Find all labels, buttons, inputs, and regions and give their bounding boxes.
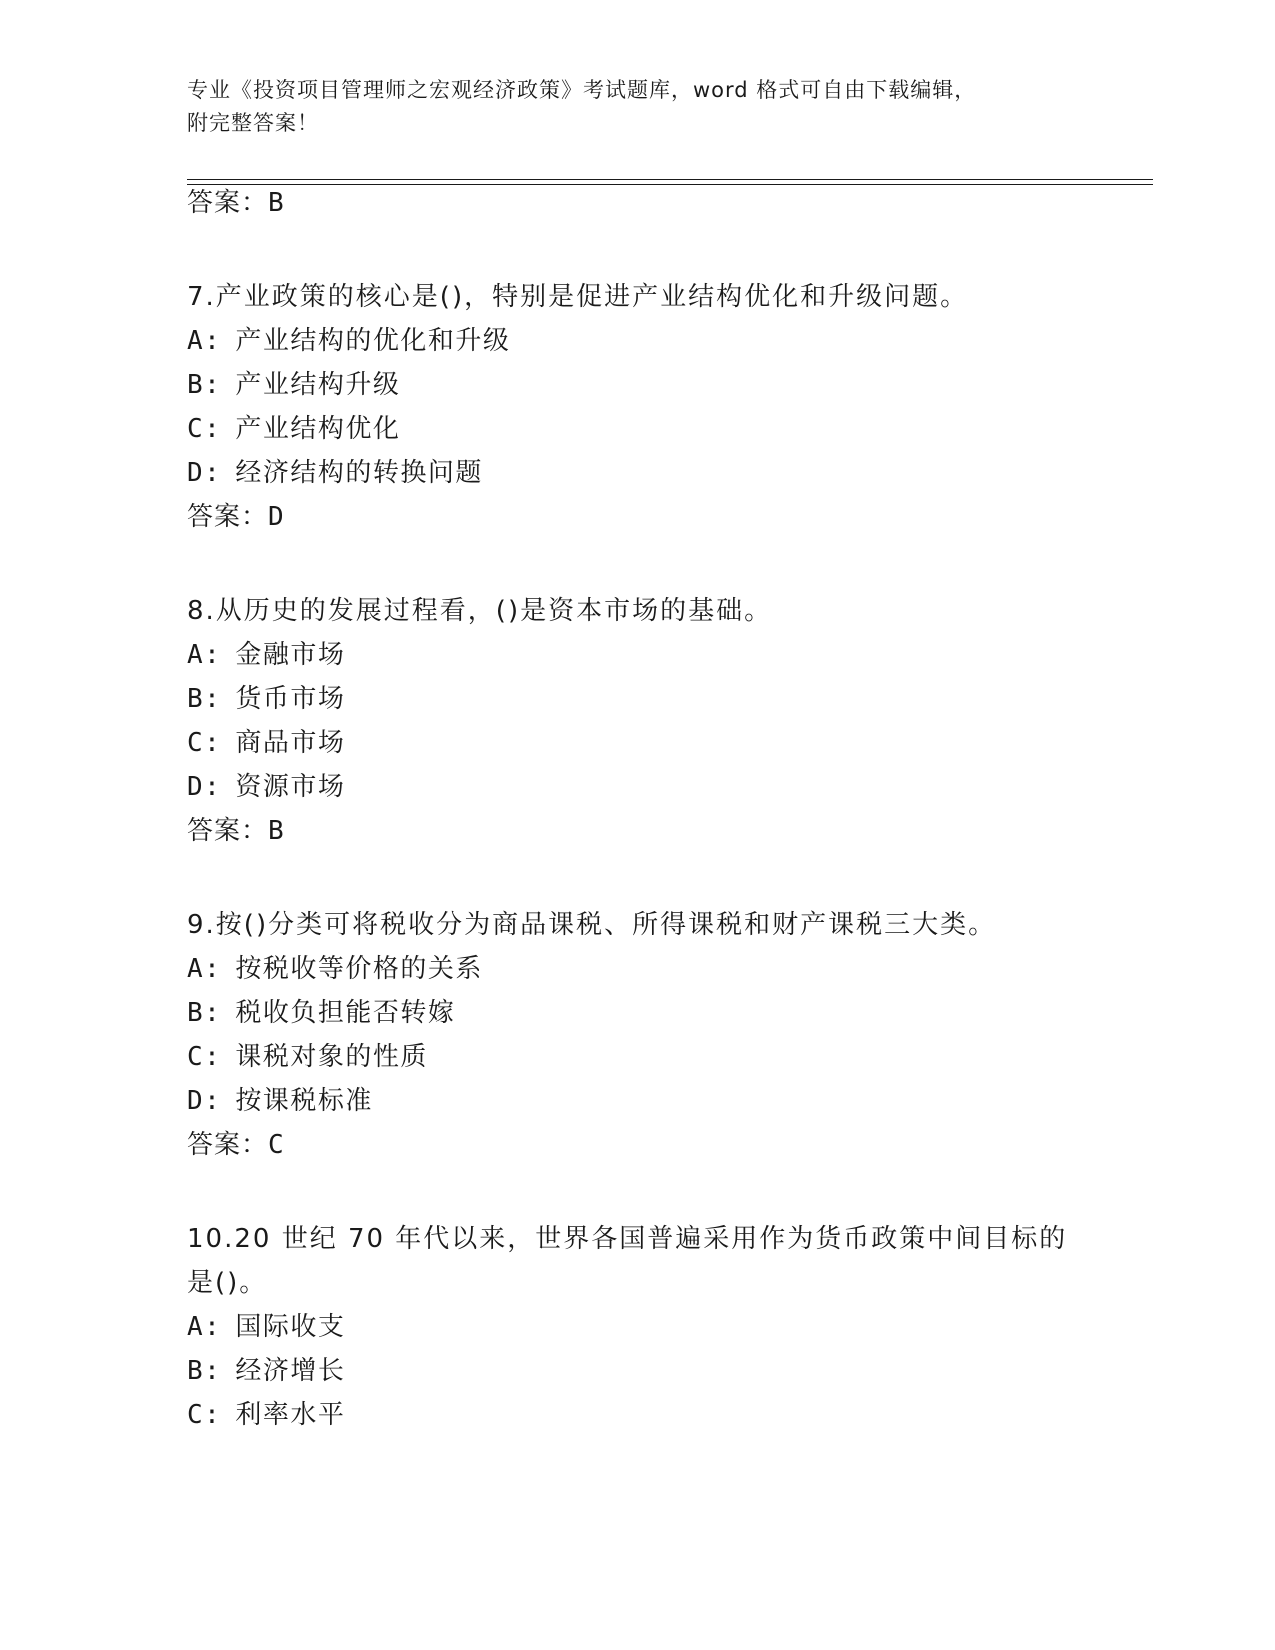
- answer-value: D: [268, 502, 285, 532]
- option-label: C:: [187, 1042, 222, 1072]
- question-7-option-c: [187, 412, 400, 446]
- question-10-option-b: [187, 1354, 345, 1388]
- answer-value: B: [268, 188, 285, 218]
- question-9-answer: [187, 1128, 285, 1162]
- question-9-option-a: [187, 952, 483, 986]
- option-label: A:: [187, 640, 222, 670]
- question-7-stem: 7.产业政策的核心是()，特别是促进产业结构优化和升级问题。: [187, 282, 969, 312]
- question-9-option-b: [187, 996, 455, 1030]
- option-text: 经济增长: [235, 1356, 346, 1386]
- option-text: 课税对象的性质: [235, 1042, 428, 1072]
- option-text: 税收负担能否转嫁: [235, 998, 456, 1028]
- question-8-option-c: [187, 726, 345, 760]
- answer-value: C: [268, 1130, 285, 1160]
- option-label: D:: [187, 1086, 222, 1116]
- option-label: B:: [187, 998, 222, 1028]
- question-10-stem-line-1: 10.20 世纪 70 年代以来，世界各国普遍采用作为货币政策中间目标的: [187, 1224, 1068, 1254]
- option-text: 按税收等价格的关系: [235, 954, 483, 984]
- answer-label: 答案：: [187, 1130, 269, 1160]
- question-9-stem: 9.按()分类可将税收分为商品课税、所得课税和财产课税三大类。: [187, 910, 997, 940]
- question-8-stem: 8.从历史的发展过程看，()是资本市场的基础。: [187, 596, 773, 626]
- option-label: A:: [187, 1312, 222, 1342]
- option-text: 产业结构升级: [235, 370, 401, 400]
- question-7-option-b: [187, 368, 400, 402]
- option-label: D:: [187, 458, 222, 488]
- header-divider-bottom: [187, 184, 1153, 185]
- option-text: 金融市场: [235, 640, 346, 670]
- answer-label: 答案：: [187, 188, 269, 218]
- option-text: 利率水平: [235, 1400, 346, 1430]
- question-7-option-a: [187, 324, 510, 358]
- option-text: 按课税标准: [235, 1086, 373, 1116]
- previous-answer: [187, 186, 285, 220]
- question-8-option-a: [187, 638, 345, 672]
- option-label: C:: [187, 728, 222, 758]
- option-label: D:: [187, 772, 222, 802]
- option-label: B:: [187, 370, 222, 400]
- question-9-option-d: [187, 1084, 373, 1118]
- answer-value: B: [268, 816, 285, 846]
- option-text: 经济结构的转换问题: [235, 458, 483, 488]
- question-8-answer: [187, 814, 285, 848]
- option-text: 产业结构优化: [235, 414, 401, 444]
- question-10-option-c: [187, 1398, 345, 1432]
- option-label: C:: [187, 414, 222, 444]
- option-text: 资源市场: [235, 772, 346, 802]
- answer-label: 答案：: [187, 502, 269, 532]
- option-label: C:: [187, 1400, 222, 1430]
- document-header: [187, 74, 1087, 140]
- question-7-answer: [187, 500, 285, 534]
- question-7-option-d: [187, 456, 483, 490]
- question-10-option-a: [187, 1310, 345, 1344]
- option-label: B:: [187, 684, 222, 714]
- answer-label: 答案：: [187, 816, 269, 846]
- option-label: A:: [187, 954, 222, 984]
- question-9-option-c: [187, 1040, 428, 1074]
- question-8-option-b: [187, 682, 345, 716]
- header-divider-top: [187, 179, 1153, 180]
- question-10-stem-line-2: 是()。: [187, 1268, 268, 1298]
- question-8-option-d: [187, 770, 345, 804]
- option-text: 商品市场: [235, 728, 346, 758]
- header-line-1: 专业《投资项目管理师之宏观经济政策》考试题库，word 格式可自由下载编辑，: [187, 78, 977, 102]
- option-label: A:: [187, 326, 222, 356]
- header-line-2: 附完整答案！: [187, 111, 319, 135]
- option-text: 货币市场: [235, 684, 346, 714]
- option-label: B:: [187, 1356, 222, 1386]
- option-text: 国际收支: [235, 1312, 346, 1342]
- option-text: 产业结构的优化和升级: [235, 326, 511, 356]
